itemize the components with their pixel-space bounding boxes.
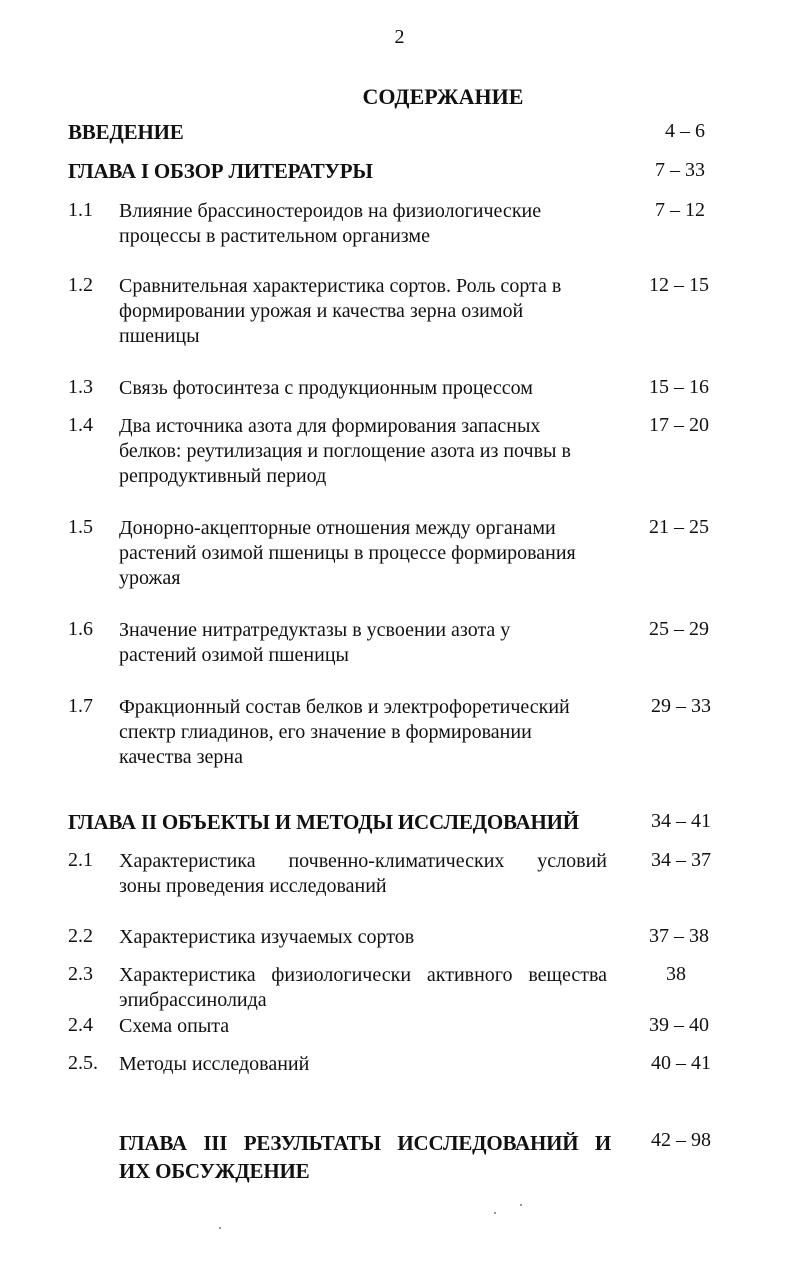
toc-item-text bbox=[119, 274, 619, 349]
toc-item-text bbox=[119, 963, 607, 1013]
toc-item-line: белков: реутилизация и поглощение азота из почвы в bbox=[119, 440, 571, 462]
toc-item-line: Характеристика физиологически активного вещества bbox=[119, 964, 607, 986]
toc-item-line: Характеристика почвенно-климатических условий bbox=[119, 850, 607, 872]
toc-item-number: 1.1 bbox=[68, 199, 93, 221]
toc-intro-title: ВВЕДЕНИЕ bbox=[68, 120, 184, 144]
toc-item-text bbox=[119, 925, 619, 950]
toc-item-text bbox=[119, 516, 619, 591]
toc-item-line: зоны проведения исследований bbox=[119, 875, 387, 897]
toc-item-pages: 7 – 12 bbox=[655, 199, 705, 221]
toc-intro-pages: 4 – 6 bbox=[665, 120, 705, 142]
toc-item-pages: 34 – 37 bbox=[651, 849, 711, 871]
toc-item-text bbox=[119, 414, 619, 489]
toc-item-text bbox=[119, 618, 619, 668]
toc-item-pages: 37 – 38 bbox=[649, 925, 709, 947]
toc-item-number: 1.4 bbox=[68, 414, 93, 436]
toc-item-line: урожая bbox=[119, 567, 181, 589]
toc-item-line: Схема опыта bbox=[119, 1015, 230, 1037]
toc-chapter3-line: ГЛАВА III РЕЗУЛЬТАТЫ ИССЛЕДОВАНИЙ И bbox=[119, 1131, 611, 1155]
toc-item-pages: 17 – 20 bbox=[649, 414, 709, 436]
toc-item-line: растений озимой пшеницы bbox=[119, 644, 349, 666]
toc-item-pages: 12 – 15 bbox=[649, 274, 709, 296]
toc-item-pages: 25 – 29 bbox=[649, 618, 709, 640]
toc-item-line: процессы в растительном организме bbox=[119, 225, 430, 247]
toc-item-line: пшеницы bbox=[119, 325, 200, 347]
toc-item-pages: 38 bbox=[666, 963, 686, 985]
toc-item-text bbox=[119, 199, 619, 249]
toc-item-line: качества зерна bbox=[119, 746, 243, 768]
toc-item-number: 2.5. bbox=[68, 1052, 98, 1074]
scan-speck bbox=[494, 1212, 496, 1214]
toc-item-line: Сравнительная характеристика сортов. Роль сорта в bbox=[119, 275, 562, 297]
toc-item-line: Влияние брассиностероидов на физиологические bbox=[119, 200, 542, 222]
toc-item-line: Значение нитратредуктазы в усвоении азота у bbox=[119, 619, 511, 641]
scan-speck bbox=[520, 1204, 522, 1206]
toc-item-line: Методы исследований bbox=[119, 1053, 310, 1075]
toc-item-line: Два источника азота для формирования запасных bbox=[119, 415, 541, 437]
toc-item-pages: 21 – 25 bbox=[649, 516, 709, 538]
toc-item-number: 2.3 bbox=[68, 963, 93, 985]
toc-item-text bbox=[119, 376, 619, 401]
toc-item-number: 1.6 bbox=[68, 618, 93, 640]
toc-item-number: 1.5 bbox=[68, 516, 93, 538]
toc-chapter2-pages: 34 – 41 bbox=[651, 810, 711, 832]
toc-item-line: репродуктивный период bbox=[119, 465, 327, 487]
toc-item-line: Связь фотосинтеза с продукционным процессом bbox=[119, 377, 533, 399]
toc-chapter3-line: ИХ ОБСУЖДЕНИЕ bbox=[119, 1159, 310, 1183]
toc-item-number: 1.2 bbox=[68, 274, 93, 296]
toc-item-line: Характеристика изучаемых сортов bbox=[119, 926, 415, 948]
toc-item-number: 2.1 bbox=[68, 849, 93, 871]
toc-chapter1-pages: 7 – 33 bbox=[655, 159, 705, 181]
toc-title: СОДЕРЖАНИЕ bbox=[362, 84, 524, 109]
toc-item-line: формировании урожая и качества зерна озимой bbox=[119, 300, 524, 322]
toc-item-line: спектр глиадинов, его значение в формировании bbox=[119, 721, 532, 743]
toc-item-number: 1.3 bbox=[68, 376, 93, 398]
toc-item-number: 2.4 bbox=[68, 1014, 93, 1036]
toc-item-line: растений озимой пшеницы в процессе формирования bbox=[119, 542, 576, 564]
toc-item-number: 1.7 bbox=[68, 695, 93, 717]
toc-chapter2-title: ГЛАВА II ОБЪЕКТЫ И МЕТОДЫ ИССЛЕДОВАНИЙ bbox=[68, 810, 579, 834]
toc-item-pages: 40 – 41 bbox=[651, 1052, 711, 1074]
toc-chapter3-pages: 42 – 98 bbox=[651, 1129, 711, 1151]
scan-speck bbox=[219, 1227, 221, 1229]
toc-item-pages: 39 – 40 bbox=[649, 1014, 709, 1036]
toc-item-number: 2.2 bbox=[68, 925, 93, 947]
toc-item-text bbox=[119, 1052, 619, 1077]
page-number: 2 bbox=[394, 26, 405, 48]
toc-item-text bbox=[119, 1014, 619, 1039]
toc-item-pages: 15 – 16 bbox=[649, 376, 709, 398]
toc-item-pages: 29 – 33 bbox=[651, 695, 711, 717]
toc-chapter1-title: ГЛАВА I ОБЗОР ЛИТЕРАТУРЫ bbox=[68, 159, 373, 183]
toc-item-line: Донорно-акцепторные отношения между органами bbox=[119, 517, 556, 539]
toc-item-text bbox=[119, 695, 619, 770]
toc-chapter3-title bbox=[119, 1129, 611, 1185]
toc-item-text bbox=[119, 849, 607, 899]
toc-item-line: эпибрассинолида bbox=[119, 989, 267, 1011]
toc-item-line: Фракционный состав белков и электрофоретический bbox=[119, 696, 570, 718]
